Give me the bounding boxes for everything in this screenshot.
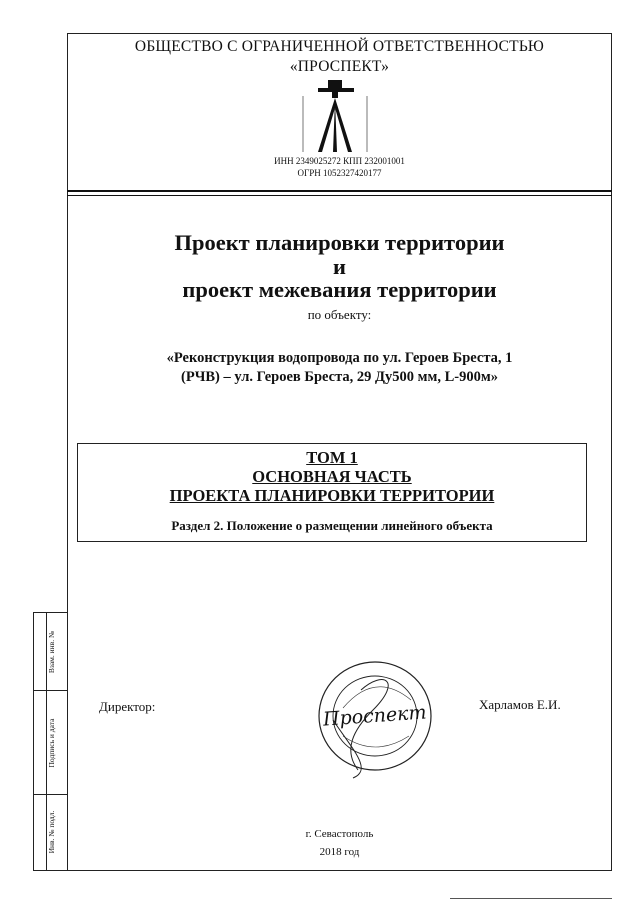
object-title-line2: (РЧВ) – ул. Героев Бреста, 29 Ду500 мм, L-900м»	[181, 369, 498, 385]
director-name: Харламов Е.И.	[479, 697, 561, 712]
bottom-rule	[450, 898, 612, 899]
city: г. Севастополь	[305, 828, 374, 840]
volume-of: ПРОЕКТА ПЛАНИРОВКИ ТЕРРИТОРИИ	[169, 486, 495, 505]
side-cell-replacement	[34, 613, 68, 691]
inn-kpp: ИНН 2349025272 КПП 232001001	[274, 156, 405, 166]
year: 2018 год	[319, 846, 360, 858]
side-cell-signature	[34, 691, 68, 795]
by-object-label: по объекту:	[307, 307, 372, 322]
volume-part: ОСНОВНАЯ ЧАСТЬ	[252, 467, 412, 486]
volume-number: ТОМ 1	[306, 448, 358, 467]
theodolite-logo-icon	[296, 78, 376, 156]
side-label-replacement: Взам. инв. №	[47, 630, 56, 674]
side-label-original: Инв. № подл.	[47, 810, 56, 854]
object-title-line1: «Реконструкция водопровода по ул. Героев Бреста, 1	[166, 350, 513, 366]
side-cell-original	[34, 795, 68, 870]
stamp-center-text: Проспект	[322, 701, 428, 731]
doc-title-line2: и	[333, 254, 346, 279]
section-title: Раздел 2. Положение о размещении линейного объекта	[171, 518, 493, 533]
company-seal-stamp	[313, 650, 453, 780]
ogrn: ОГРН 1052327420177	[297, 168, 382, 178]
org-name-line1: ОБЩЕСТВО С ОГРАНИЧЕННОЙ ОТВЕТСТВЕННОСТЬЮ	[134, 38, 545, 55]
header-rule-thin	[67, 195, 612, 196]
doc-title-line1: Проект планировки территории	[174, 230, 505, 255]
org-name-line2: «ПРОСПЕКТ»	[289, 58, 390, 75]
header-rule-thick	[67, 190, 612, 192]
doc-title-line3: проект межевания территории	[182, 277, 497, 302]
director-label: Директор:	[99, 699, 156, 714]
side-stamp-table	[33, 612, 67, 871]
side-label-signature: Подпись и дата	[47, 718, 56, 768]
